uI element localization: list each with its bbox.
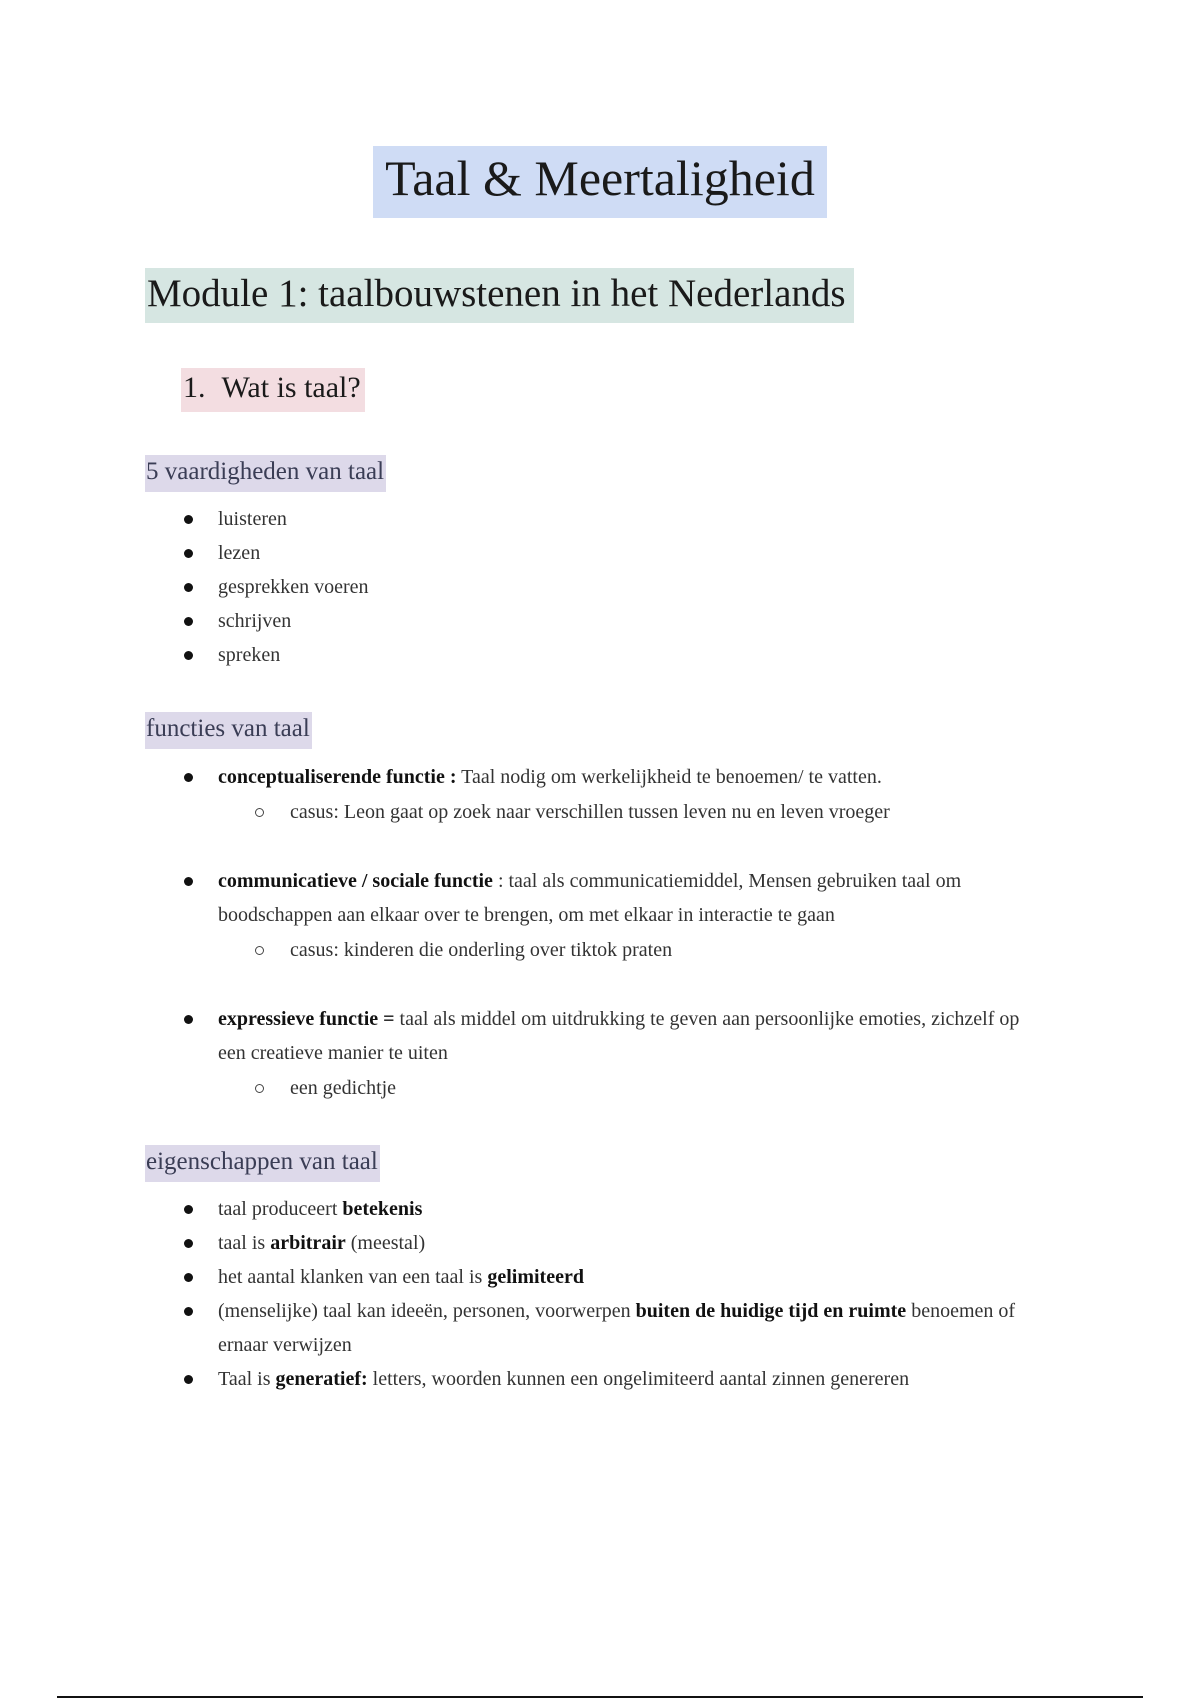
description: Taal nodig om werkelijkheid te benoemen/ te vatten. [456, 766, 882, 788]
text: het aantal klanken van een taal is [218, 1266, 488, 1288]
sub-list-item: een gedichtje [290, 1070, 1044, 1106]
subheading-vaardigheden-text: 5 vaardigheden van taal [145, 455, 386, 492]
sub-list-item: casus: kinderen die onderling over tiktok praten [290, 932, 1044, 968]
list-item [184, 1192, 1044, 1226]
subheading-vaardigheden [145, 455, 386, 492]
sub-list [218, 932, 1044, 968]
document-title-text: Taal & Meertaligheid [373, 146, 827, 218]
list-item [184, 1260, 1044, 1294]
list-item [184, 760, 1044, 830]
text: Taal is [218, 1368, 276, 1390]
eigenschappen-list [184, 1192, 1044, 1396]
list-item [184, 1226, 1044, 1260]
functies-list [184, 760, 1044, 1106]
description: taal als middel om uitdrukking te geven aan persoonlijke emoties, zichzelf op een creatieve manier te uiten [218, 1008, 1020, 1064]
subheading-eigenschappen-text: eigenschappen van taal [145, 1145, 380, 1182]
text: taal is [218, 1232, 271, 1254]
document-title [0, 146, 1200, 218]
module-heading-text: Module 1: taalbouwstenen in het Nederlands [145, 268, 854, 323]
module-heading [145, 268, 854, 323]
term: conceptualiserende functie : [218, 766, 457, 788]
list-item: lezen [184, 536, 369, 570]
text: (menselijke) taal kan ideeën, personen, voorwerpen [218, 1300, 636, 1322]
section-label: Wat is taal? [221, 371, 361, 404]
bold-text: arbitrair [270, 1232, 346, 1254]
sub-list-item: casus: Leon gaat op zoek naar verschillen tussen leven nu en leven vroeger [290, 794, 1044, 830]
bold-text: generatief: [275, 1368, 368, 1390]
list-item [184, 1294, 1044, 1362]
term: communicatieve / sociale functie [218, 870, 493, 892]
bold-text: betekenis [342, 1198, 423, 1220]
list-item [184, 1002, 1044, 1106]
list-item: gesprekken voeren [184, 570, 369, 604]
list-item: luisteren [184, 502, 369, 536]
list-item: schrijven [184, 604, 369, 638]
text: (meestal) [345, 1232, 426, 1254]
description: : taal als communicatiemiddel, Mensen gebruiken taal om boodschappen aan elkaar over te brengen, om met elkaar in interactie te gaan [218, 870, 962, 926]
text: letters, woorden kunnen een ongelimiteerd aantal zinnen genereren [367, 1368, 910, 1390]
sub-list [218, 794, 1044, 830]
section-number: 1. [183, 371, 206, 404]
term: expressieve functie = [218, 1008, 395, 1030]
page-bottom-divider [57, 1696, 1143, 1698]
vaardigheden-list [184, 502, 369, 672]
sub-list [218, 1070, 1044, 1106]
subheading-eigenschappen [145, 1145, 380, 1182]
subheading-functies [145, 712, 312, 749]
list-item [184, 1362, 1044, 1396]
list-item: spreken [184, 638, 369, 672]
bold-text: buiten de huidige tijd en ruimte [635, 1300, 907, 1322]
list-item [184, 864, 1044, 968]
section-heading [181, 368, 365, 412]
bold-text: gelimiteerd [487, 1266, 584, 1288]
text: taal produceert [218, 1198, 343, 1220]
subheading-functies-text: functies van taal [145, 712, 312, 749]
text: benoemen of ernaar verwijzen [218, 1300, 1016, 1356]
section-heading-highlight [181, 368, 365, 412]
